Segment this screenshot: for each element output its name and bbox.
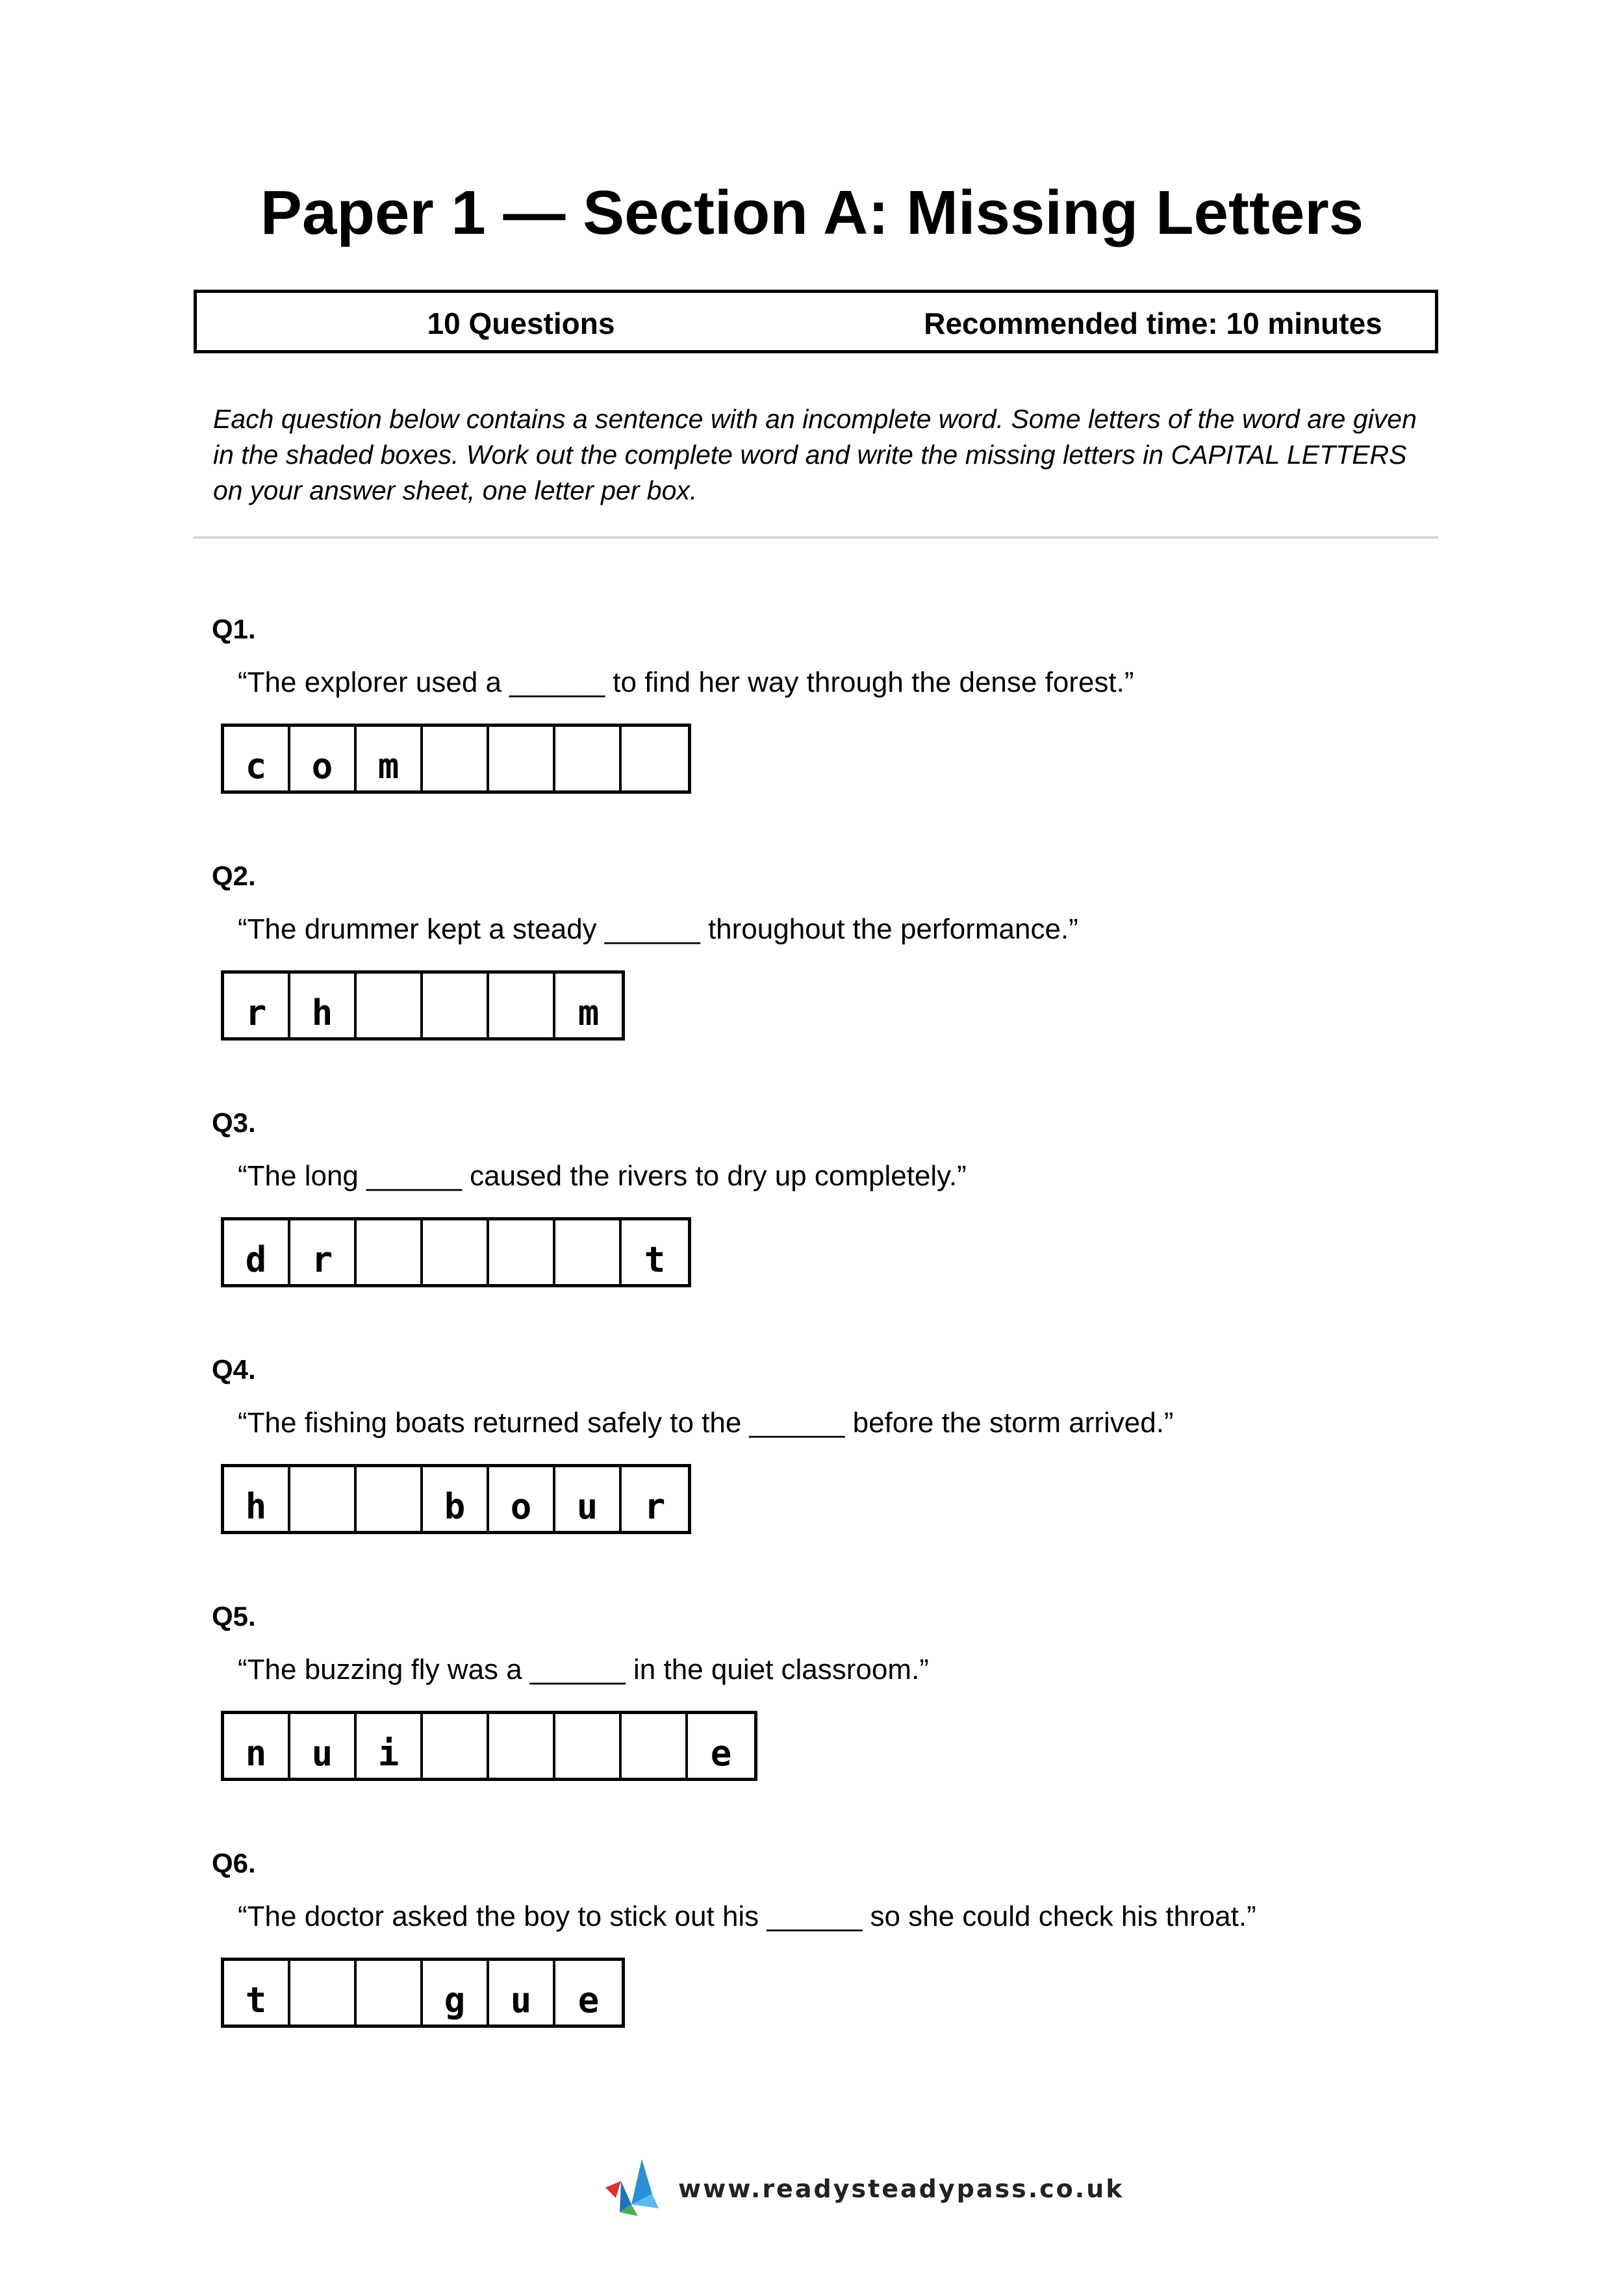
question-label: Q6. [212,1848,256,1878]
given-letter-box: h [224,1467,290,1531]
empty-letter-box[interactable] [489,1220,555,1284]
empty-letter-box[interactable] [423,1220,489,1284]
empty-letter-box[interactable] [423,727,489,790]
given-letter-box: r [644,1486,666,1527]
letter-boxes [221,1711,757,1781]
given-letter-box: t [644,1239,666,1280]
given-letter-box: g [423,1961,489,2025]
given-letter-box: o [290,727,357,790]
empty-letter-box[interactable] [423,1714,489,1778]
question-label: Q4. [212,1354,256,1385]
given-letter-box: t [224,1961,290,2025]
empty-letter-box[interactable] [290,1467,357,1531]
empty-letter-box[interactable] [357,974,423,1037]
question-sentence: “The doctor asked the boy to stick out his ______ so she could check his throat.” [238,1900,1256,1932]
given-letter-box: m [357,727,423,790]
given-letter-box: o [489,1467,555,1531]
empty-letter-box[interactable] [555,1714,622,1778]
given-letter-box: r [290,1220,357,1284]
question-sentence: “The buzzing fly was a ______ in the quiet classroom.” [238,1654,929,1685]
given-letter-box: e [577,1980,600,2021]
empty-letter-box[interactable] [555,1220,622,1284]
divider [194,536,1438,538]
given-letter-box: u [290,1714,357,1778]
given-letter-box: r [224,974,290,1037]
given-letter-box: n [224,1714,290,1778]
question-label: Q1. [212,614,256,644]
question-label: Q5. [212,1601,256,1632]
empty-letter-box[interactable] [555,727,622,790]
page-title: Paper 1 — Section A: Missing Letters [260,178,1364,247]
letter-boxes [221,1958,625,2028]
empty-letter-box[interactable] [357,1220,423,1284]
letter-boxes [221,1464,691,1534]
letter-boxes [221,1217,691,1287]
website-url[interactable]: www.readysteadypass.co.uk [678,2175,1124,2203]
letter-boxes [221,724,691,794]
question-sentence: “The long ______ caused the rivers to dry up completely.” [238,1160,967,1192]
given-letter-box: i [357,1714,423,1778]
instructions: Each question below contains a sentence with an incomplete word. Some letters of the word are given in the shaded boxes. Work out the complete word and write the missing letters in CAPITAL LETTERS on your answer sheet, one letter per box. [213,404,1417,505]
empty-letter-box[interactable] [290,1961,357,2025]
given-letter-box: b [423,1467,489,1531]
given-letter-box: h [290,974,357,1037]
empty-letter-box[interactable] [423,974,489,1037]
given-letter-box: u [555,1467,622,1531]
empty-letter-box[interactable] [489,1714,555,1778]
given-letter-box: d [224,1220,290,1284]
question-label: Q3. [212,1107,256,1138]
footer [0,2156,1624,2228]
question-sentence: “The drummer kept a steady ______ throughout the performance.” [238,913,1078,945]
recommended-time: Recommended time: 10 minutes [924,307,1382,340]
given-letter-box: u [489,1961,555,2025]
letter-boxes [221,970,625,1041]
empty-letter-box[interactable] [357,1467,423,1531]
empty-letter-box[interactable] [489,727,555,790]
crane-logo-icon [602,2156,660,2221]
empty-letter-box[interactable] [489,974,555,1037]
question-count: 10 Questions [427,307,615,340]
empty-letter-box[interactable] [357,1961,423,2025]
empty-letter-box[interactable] [622,1714,688,1778]
question-label: Q2. [212,861,256,891]
info-box [194,290,1438,353]
question-sentence: “The explorer used a ______ to find her way through the dense forest.” [238,666,1134,698]
given-letter-box: c [224,727,290,790]
given-letter-box: m [577,992,600,1033]
empty-letter-box[interactable] [622,727,688,790]
given-letter-box: e [710,1733,732,1774]
question-sentence: “The fishing boats returned safely to the ______ before the storm arrived.” [238,1407,1174,1439]
